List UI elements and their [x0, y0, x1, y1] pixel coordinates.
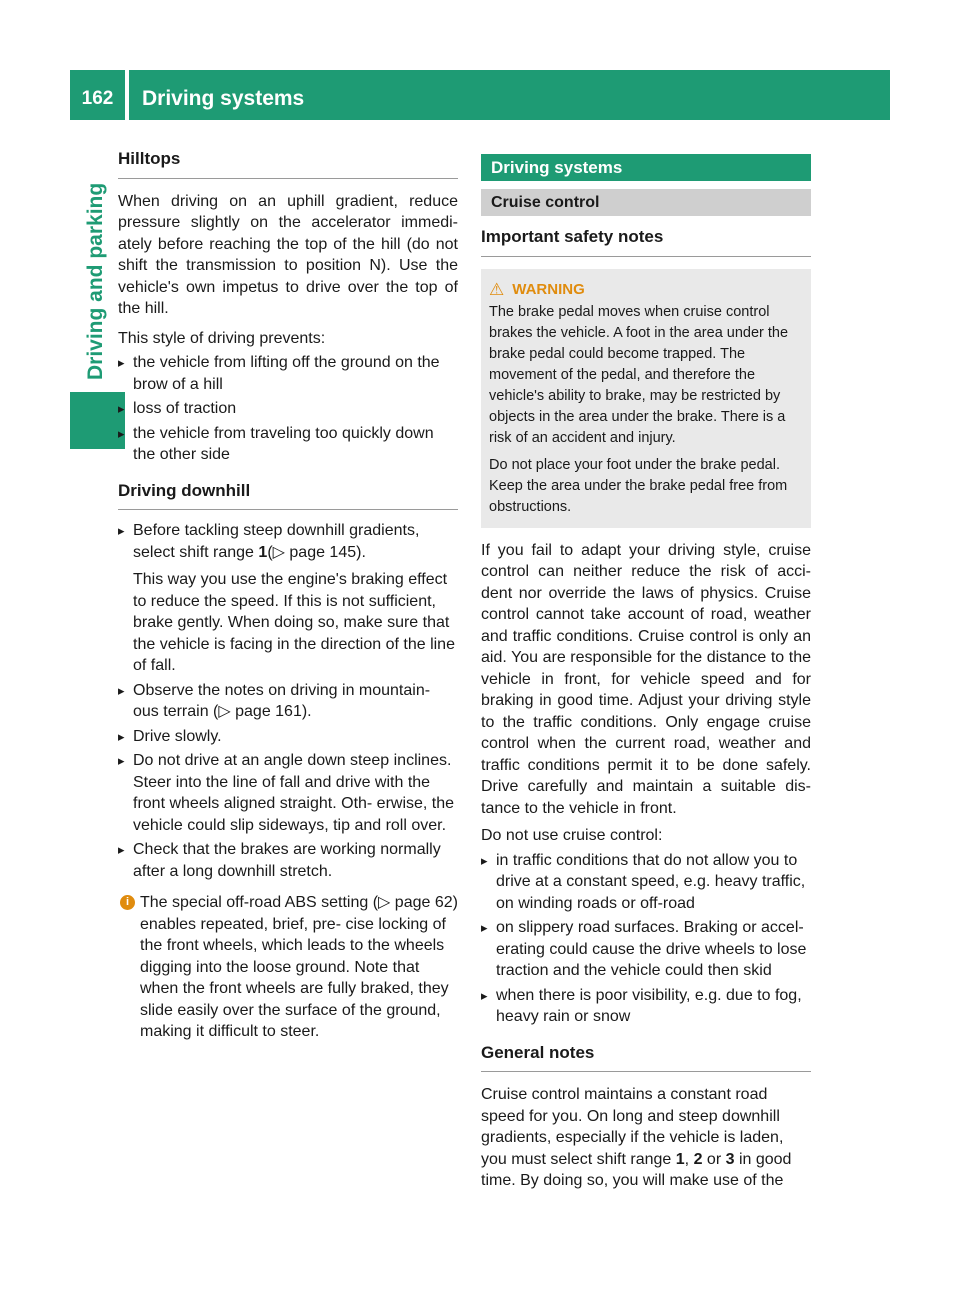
section-title: Driving systems [481, 154, 811, 181]
hilltops-para1: When driving on an uphill gradient, reduce pressure slightly on the accelerator immedi- ately before reaching the top of the hill (do not shift the transmission to position N). Use the vehicle's own impetus to drive over the top of the hill. [118, 192, 458, 317]
list-item: ▸ Before tackling steep downhill gradients, select shift range 1(▷ page 145). This way you use the engine's braking effect to reduce the speed. If this is not sufficient, brake gently. When doing so, make sure that the vehicle is facing in the direction of the line of fall. [118, 520, 458, 677]
hilltops-bullets [118, 352, 458, 466]
downhill-b1-continuation: This way you use the engine's braking effect to reduce the speed. If this is not sufficient, brake gently. When doing so, make sure that the vehicle is facing in the direction of the line of fall. [133, 571, 455, 674]
list-item: ▸ Check that the brakes are working normally after a long downhill stretch. [118, 839, 458, 882]
list-item: ▸ when there is poor visibility, e.g. due to fog, heavy rain or snow [481, 985, 811, 1028]
cruise-bullets [481, 850, 811, 1028]
general-para: Cruise control maintains a constant road speed for you. On long and steep downhill gradients, especially if the vehicle is laden, you must select shift range 1, 2 or 3 in good time. By doing so, you will make use of the [481, 1086, 792, 1189]
downhill-heading: Driving downhill [118, 480, 458, 511]
warning-para2: Do not place your foot under the brake pedal. Keep the area under the brake pedal free from obstructions. [489, 456, 788, 515]
warning-box [481, 269, 811, 528]
list-item: ▸ Drive slowly. [118, 726, 458, 748]
header-title: Driving systems [142, 87, 305, 110]
list-item: ▸ Do not drive at an angle down steep inclines. Steer into the line of fall and drive with the front wheels aligned straight. Oth- erwise, the vehicle could slip sideways, tip and roll over. [118, 750, 458, 836]
right-column [481, 154, 811, 1192]
hilltops-heading: Hilltops [118, 148, 458, 179]
chapter-marker [70, 392, 125, 449]
header-divider [125, 70, 129, 120]
list-item: ▸ the vehicle from traveling too quickly down the other side [118, 423, 458, 466]
list-item: ▸ on slippery road surfaces. Braking or accel- erating could cause the drive wheels to lose traction and the vehicle could then skid [481, 917, 811, 982]
list-item: ▸ Observe the notes on driving in mountain- ous terrain (▷ page 161). [118, 680, 458, 723]
warning-para1: The brake pedal moves when cruise control brakes the vehicle. A foot in the area under the brake pedal could become trapped. The movement of the pedal, and therefore the vehicle's ability to brake, may be restricted by objects in the area under the brake. There is a risk of an accident and injury. [489, 303, 789, 446]
downhill-bullets [118, 520, 458, 882]
subsection-title: Cruise control [481, 189, 811, 216]
info-icon: i [120, 895, 135, 910]
chapter-label: Driving and parking [84, 182, 107, 380]
info-note: i The special off-road ABS setting (▷ page 62) enables repeated, brief, pre- cise locking of the front wheels, which leads to the wheels digging into the loose ground. Note that when the front wheels are fully braked, they slide easily over the surface of the ground, making it difficult to steer. [118, 892, 458, 1043]
warning-triangle-icon: ⚠ [489, 279, 505, 299]
page-number: 162 [81, 88, 114, 109]
cruise-para1: If you fail to adapt your driving style, cruise control can neither reduce the risk of acci- dent nor override the laws of physics. Cruise control cannot take account of road, weather and traffic conditions. Cruise control is only an aid. You are responsible for the distance to the vehicle in front, for vehicle speed and for braking in good time. Adjust your driving style to the traffic conditions. Only engage cruise control when the current road, weather and traffic conditions permit it to be done safely. Drive carefully and maintain a suitable dis- tance to the vehicle in front. [481, 541, 811, 817]
safety-heading: Important safety notes [481, 226, 811, 257]
warning-header [489, 279, 803, 300]
general-heading: General notes [481, 1042, 811, 1073]
hilltops-para2: This style of driving prevents: [118, 329, 326, 347]
warning-title: WARNING [512, 280, 585, 298]
cruise-para2: Do not use cruise control: [481, 827, 663, 844]
left-column [118, 148, 458, 1043]
list-item: ▸ the vehicle from lifting off the ground on the brow of a hill [118, 352, 458, 395]
list-item: ▸ loss of traction [118, 398, 458, 420]
list-item: ▸ in traffic conditions that do not allow you to drive at a constant speed, e.g. heavy traffic, on winding roads or off-road [481, 850, 811, 915]
